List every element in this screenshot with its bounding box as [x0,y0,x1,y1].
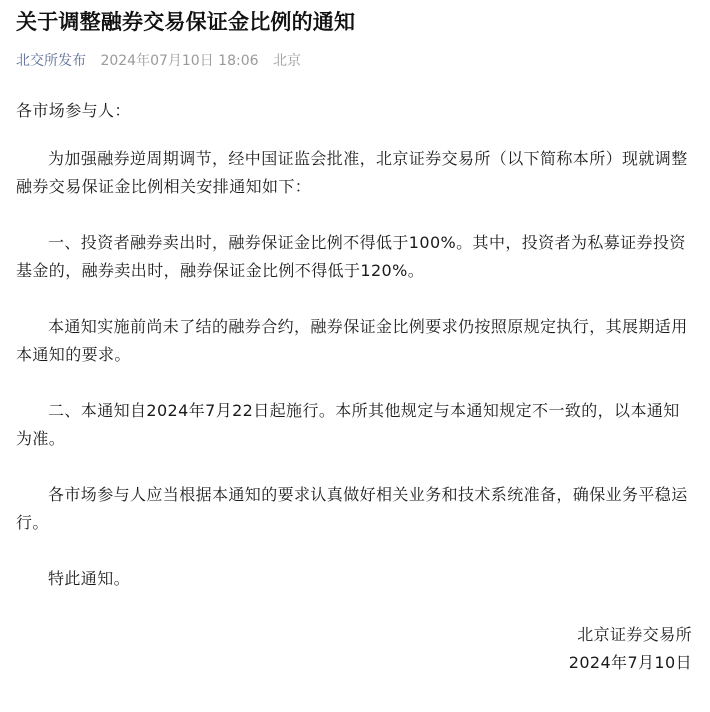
publish-time: 2024年07月10日 18:06 [100,53,259,69]
paragraph-intro: 为加强融券逆周期调节，经中国证监会批准，北京证券交易所（以下简称本所）现就调整融券交易保证金比例相关安排通知如下： [16,149,688,196]
paragraph-closing: 特此通知。 [48,569,131,588]
paragraph-preparation: 各市场参与人应当根据本通知的要求认真做好相关业务和技术系统准备，确保业务平稳运行。 [16,485,688,532]
paragraph-existing-contracts: 本通知实施前尚未了结的融券合约，融券保证金比例要求仍按照原规定执行，其展期适用本通知的要求。 [16,317,688,364]
source-link[interactable]: 北交所发布 [16,53,86,69]
signature-org: 北京证券交易所 [577,625,692,644]
paragraph-item-one: 一、投资者融券卖出时，融券保证金比例不得低于100%。其中，投资者为私募证券投资基金的，融券卖出时，融券保证金比例不得低于120%。 [16,233,686,280]
publish-location: 北京 [272,53,301,69]
article [16,0,692,677]
signature-date: 2024年7月10日 [568,653,692,672]
article-meta [16,51,692,71]
article-title: 关于调整融券交易保证金比例的通知 [16,10,356,34]
signature [16,621,692,677]
paragraph-item-two: 二、本通知自2024年7月22日起施行。本所其他规定与本通知规定不一致的，以本通知为准。 [16,401,680,448]
greeting: 各市场参与人： [16,101,131,120]
article-body [16,97,692,593]
